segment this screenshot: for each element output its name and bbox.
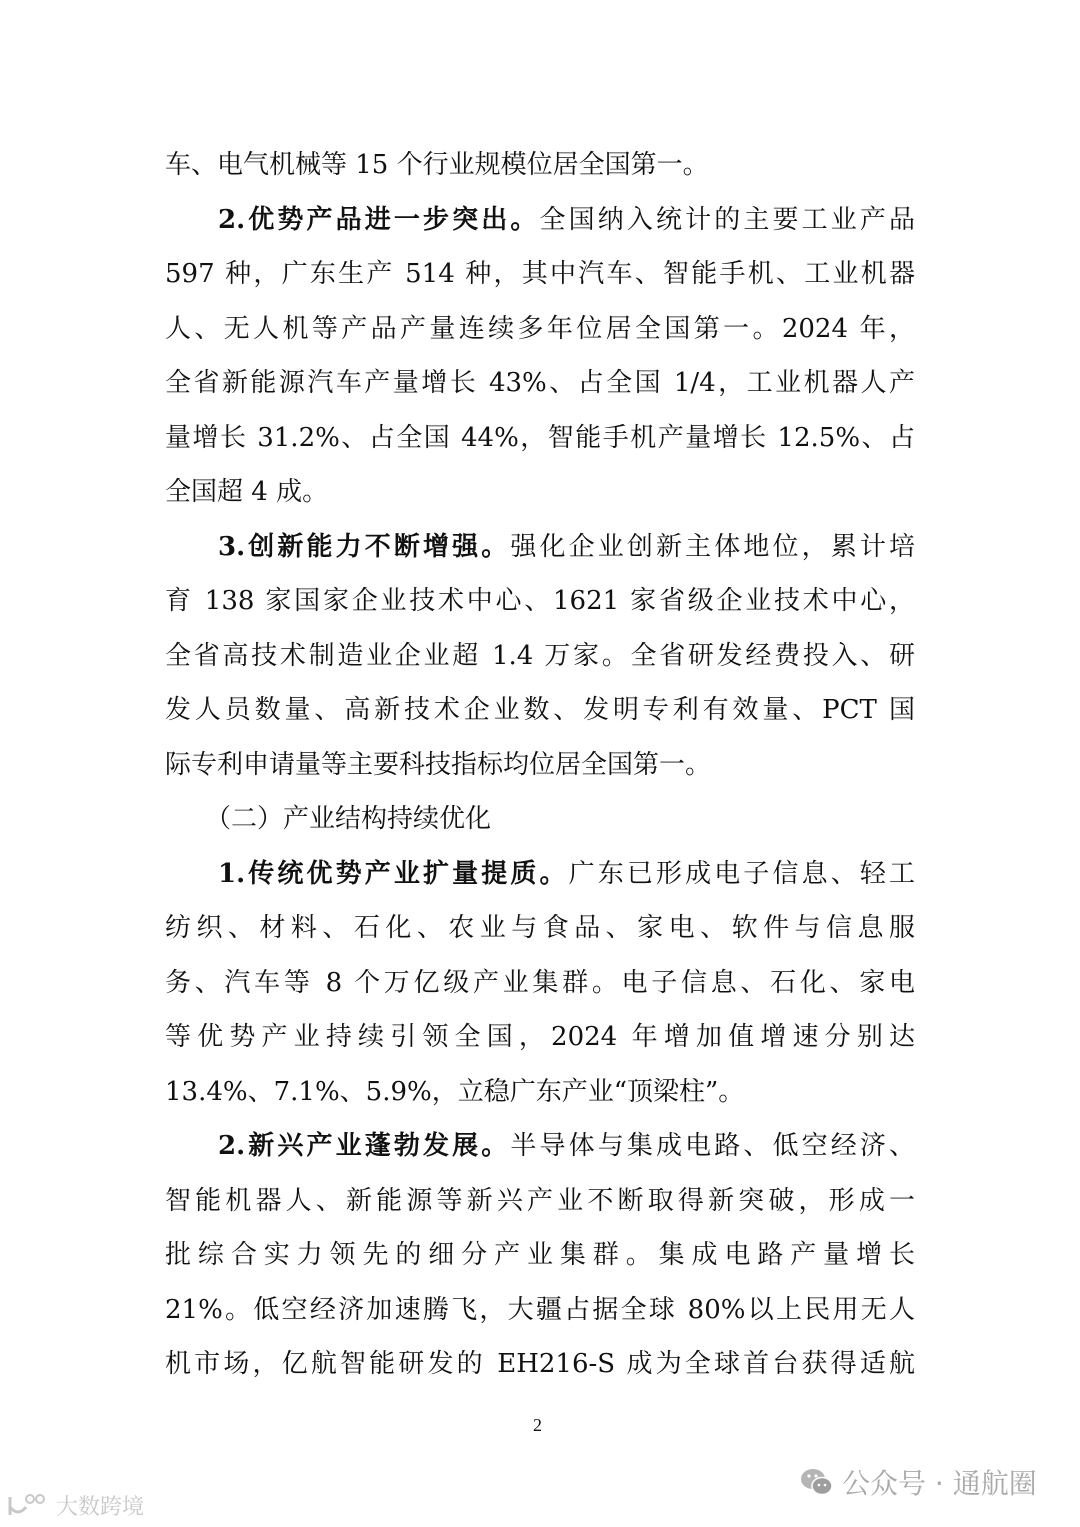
line-text: 批综合实力领先的细分产业集群。集成电路产量增长 [165,1240,915,1270]
text-line [165,421,915,455]
text-line [218,203,915,237]
wechat-watermark [800,1462,1037,1502]
text-line [165,748,915,782]
brand-watermark [6,1490,144,1521]
text-line [165,257,915,291]
text-line [165,911,915,945]
text-line [165,966,915,1000]
text-line [165,1238,915,1272]
line-text: 13.4%、7.1%、5.9%，立稳广东产业“顶梁柱”。 [165,1076,745,1107]
line-text: 21%。低空经济加速腾飞，大疆占据全球 80%以上民用无人 [165,1294,915,1325]
text-line [165,584,915,618]
text-line [165,1347,915,1381]
text-line [165,1020,915,1054]
text-line [218,857,915,891]
section-heading [205,802,955,836]
line-text: 广东已形成电子信息、轻工 [568,858,915,889]
line-text: 纺织、材料、石化、农业与食品、家电、软件与信息服 [165,913,915,943]
paragraph-lead: 3.创新能力不断增强。 [218,531,511,562]
page-number: 2 [533,1415,542,1435]
watermark-text: 大数跨境 [56,1495,145,1520]
line-text: 智能机器人、新能源等新兴产业不断取得新突破，形成一 [165,1185,915,1216]
text-line [165,312,915,346]
text-line [165,1293,915,1327]
text-line [165,639,915,673]
text-line [218,530,915,564]
line-text: 全省新能源汽车产量增长 43%、占全国 1/4，工业机器人产 [165,368,915,398]
paragraph-lead: 2.新兴产业蓬勃发展。 [218,1131,511,1161]
line-text: 务、汽车等 8 个万亿级产业集群。电子信息、石化、家电 [165,967,915,998]
paragraph-lead: 1.传统优势产业扩量提质。 [218,858,569,889]
line-text: （二）产业结构持续优化 [205,804,492,834]
line-text: 全省高技术制造业企业超 1.4 万家。全省研发经费投入、研 [165,640,915,671]
wechat-icon [800,1467,834,1497]
watermark-text: 公众号 · 通航圈 [842,1467,1037,1500]
line-text: 全国纳入统计的主要工业产品 [539,204,915,235]
text-line [165,366,915,400]
text-line [165,1184,915,1218]
line-text: 车、电气机械等 15 个行业规模位居全国第一。 [165,150,709,180]
line-text: 际专利申请量等主要科技指标均位居全国第一。 [165,749,712,780]
text-line [165,148,915,182]
line-text: 半导体与集成电路、低空经济、 [510,1131,915,1161]
text-line [165,693,915,727]
line-text: 量增长 31.2%、占全国 44%，智能手机产量增长 12.5%、占 [165,422,915,453]
text-line [218,1129,915,1163]
line-text: 发人员数量、高新技术企业数、发明专利有效量、PCT 国 [165,695,915,725]
line-text: 机市场，亿航智能研发的 EH216-S 成为全球首台获得适航 [165,1349,915,1379]
brand-logo-icon [6,1493,50,1519]
text-line [165,475,915,509]
line-text: 全国超 4 成。 [165,477,329,507]
line-text: 等优势产业持续引领全国，2024 年增加值增速分别达 [165,1022,915,1052]
line-text: 强化企业创新主体地位，累计培 [510,531,915,562]
text-line [165,1075,915,1109]
line-text: 人、无人机等产品产量连续多年位居全国第一。2024 年， [165,313,915,344]
line-text: 育 138 家国家企业技术中心、1621 家省级企业技术中心， [165,586,915,616]
paragraph-lead: 2.优势产品进一步突出。 [218,204,540,235]
line-text: 597 种，广东生产 514 种，其中汽车、智能手机、工业机器 [165,259,915,289]
